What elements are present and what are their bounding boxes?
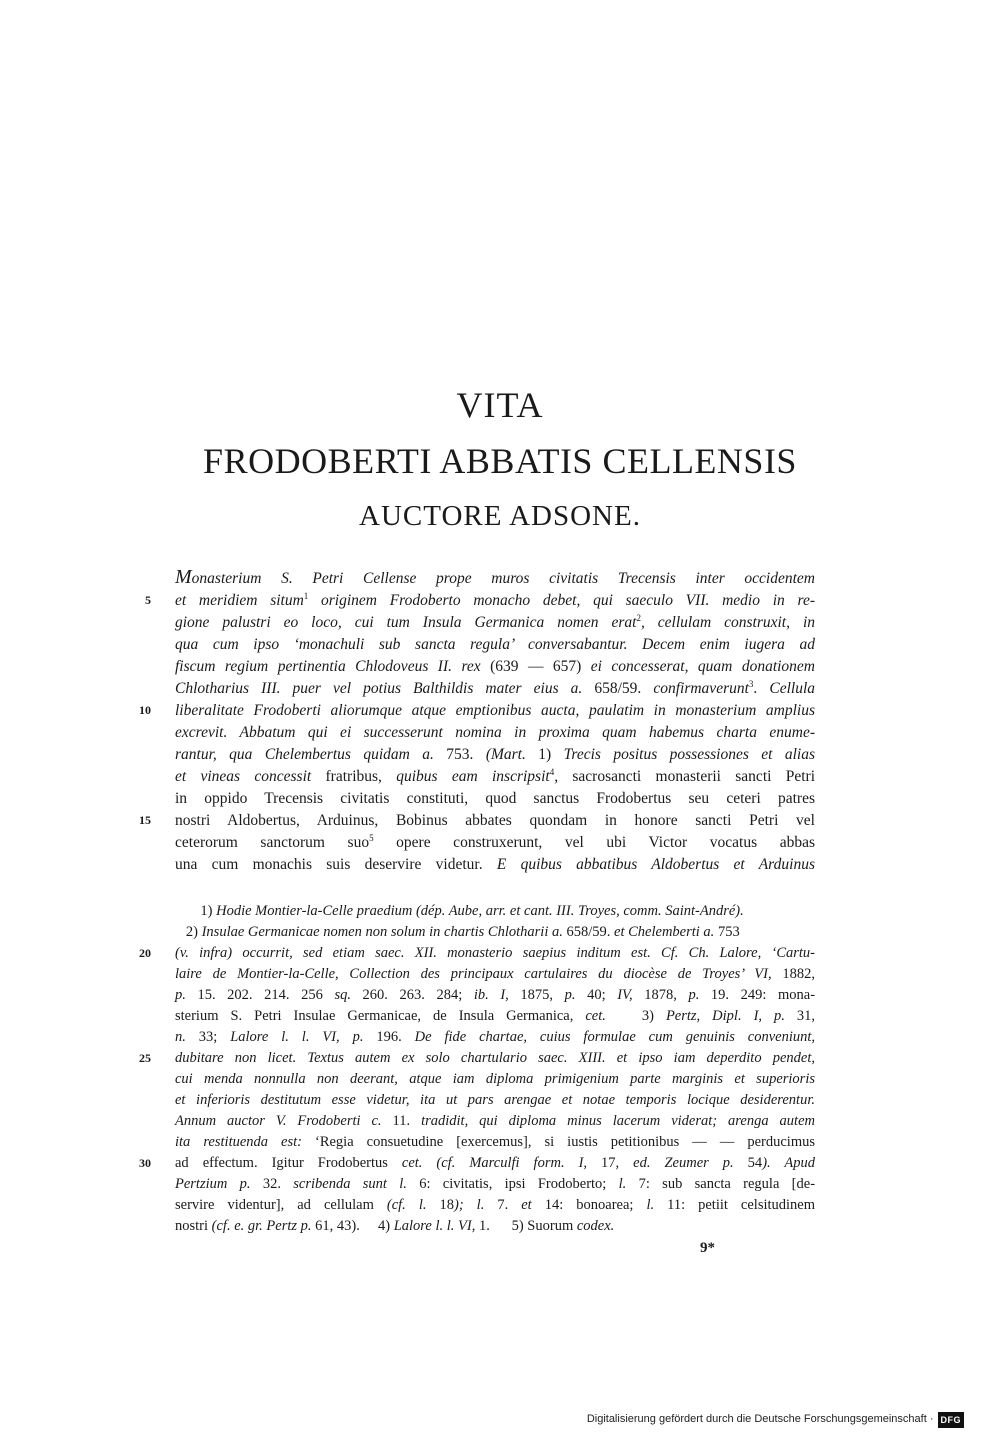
- text-line: qua cum ipso ‘monachuli sub sancta regula’ conversabantur. Decem enim iugera ad: [175, 636, 815, 653]
- line-number: 15: [139, 813, 151, 827]
- title-vita: VITA: [456, 385, 544, 425]
- footnote-line: et inferioris destitutum esse videtur, ita ut pars arengae et notae temporis locique desiderentur.: [175, 1092, 815, 1108]
- footnote-line: 2) Insulae Germanicae nomen non solum in chartis Chlotharii a. 658/59. et Chelemberti a. 753: [175, 924, 740, 940]
- footnote-line: ad effectum. Igitur Frodobertus cet. (cf. Marculfi form. I, 17, ed. Zeumer p. 54). Apud: [175, 1155, 815, 1171]
- line-number: 10: [139, 703, 151, 717]
- text-line: et meridiem situm$^1$ originem Frodoberto monacho debet, qui saeculo VII. medio in re-: [175, 590, 815, 609]
- text-line: liberalitate Frodoberti aliorumque atque emptionibus aucta, paulatim in monasterium amplius: [175, 702, 815, 719]
- title-author: AUCTORE ADSONE.: [359, 500, 641, 532]
- footnote-line: p. 15. 202. 214. 256 sq. 260. 263. 284; ib. I, 1875, p. 40; IV, 1878, p. 19. 249: mona-: [175, 987, 816, 1003]
- line-number: 20: [139, 946, 151, 960]
- footnote-line: cui menda nonnulla non deerant, atque iam diploma primigenium parte marginis et superioris: [175, 1071, 815, 1087]
- text-line: nostri Aldobertus, Arduinus, Bobinus abbates quondam in honore sancti Petri vel: [175, 812, 815, 829]
- text-line: et vineas concessit fratribus, quibus eam inscripsit$^4$, sacrosancti monasterii sancti Petri: [175, 766, 816, 785]
- line-number: 25: [139, 1051, 151, 1065]
- footnote-line: dubitare non licet. Textus autem ex solo chartulario saec. XIII. et ipso iam deperdito pendet,: [175, 1050, 815, 1066]
- text-line: ceterorum sanctorum suo$^5$ opere construxerunt, vel ubi Victor vocatus abbas: [175, 832, 815, 851]
- text-line: Chlotharius III. puer vel potius Balthildis mater eius a. 658/59. confirmaverunt$^3$. Cellula: [175, 678, 815, 697]
- footnote-line: servire videntur], ad cellulam (cf. l. 18); l. 7. et 14: bonoarea; l. 11: petiit celsitudinem: [175, 1197, 816, 1213]
- footnote-line: Annum auctor V. Frodoberti c. 11. tradidit, qui diploma minus lacerum viderat; arenga autem: [175, 1113, 815, 1129]
- digitization-credit: [587, 1412, 964, 1426]
- text-line: una cum monachis suis deservire videtur. E quibus abbatibus Aldobertus et Arduinus: [175, 856, 815, 873]
- text-line: in oppido Trecensis civitatis constituti, quod sanctus Frodobertus seu ceteri patres: [175, 790, 815, 807]
- line-number: 5: [145, 593, 151, 607]
- dfg-logo-icon: DFG: [938, 1412, 965, 1428]
- text-line: excrevit. Abbatum qui ei successerunt nomina in proxima quam habemus charta enume-: [175, 724, 815, 741]
- footnote-line: (v. infra) occurrit, sed etiam saec. XII. monasterio saepius inditum est. Cf. Ch. Lalore, ‘Cartu-: [175, 945, 815, 961]
- line-number: 30: [139, 1156, 151, 1170]
- title-subject: FRODOBERTI ABBATIS CELLENSIS: [203, 441, 797, 481]
- footnote-line: 1) Hodie Montier-la-Celle praedium (dép. Aube, arr. et cant. III. Troyes, comm. Saint-André).: [175, 903, 744, 919]
- digitization-credit-text: Digitalisierung gefördert durch die Deutsche Forschungsgemeinschaft ·: [586, 1413, 934, 1425]
- footnote-line: nostri (cf. e. gr. Pertz p. 61, 43). 4) Lalore l. l. VI, 1. 5) Suorum codex.: [175, 1218, 615, 1234]
- footnote-line: sterium S. Petri Insulae Germanicae, de Insula Germanica, cet. 3) Pertz, Dipl. I, p. 31,: [175, 1008, 816, 1024]
- footnote-line: n. 33; Lalore l. l. VI, p. 196. De fide chartae, cuius formulae cum genuinis conveniunt,: [175, 1029, 816, 1045]
- footnote-line: Pertzium p. 32. scribenda sunt l. 6: civitatis, ipsi Frodoberto; l. 7: sub sancta regula [de-: [175, 1176, 816, 1192]
- text-line: rantur, qua Chelembertus quidam a. 753. (Mart. 1) Trecis positus possessiones et alias: [175, 746, 816, 763]
- page-number: 9*: [700, 1240, 715, 1256]
- text-line: fiscum regium pertinentia Chlodoveus II. rex (639 — 657) ei concesserat, quam donationem: [175, 658, 816, 675]
- footnote-line: ita restituenda est: ‘Regia consuetudine [exercemus], si iustis petitionibus — — perducimus: [175, 1134, 815, 1150]
- text-line: gione palustri eo loco, cui tum Insula Germanica nomen erat$^2$, cellulam construxit, in: [175, 612, 815, 631]
- text-line: Monasterium S. Petri Cellense prope muros civitatis Trecensis inter occidentem: [175, 566, 815, 588]
- footnote-line: laire de Montier-la-Celle, Collection des principaux cartulaires du diocèse de Troyes’ VI, 1882,: [175, 966, 816, 982]
